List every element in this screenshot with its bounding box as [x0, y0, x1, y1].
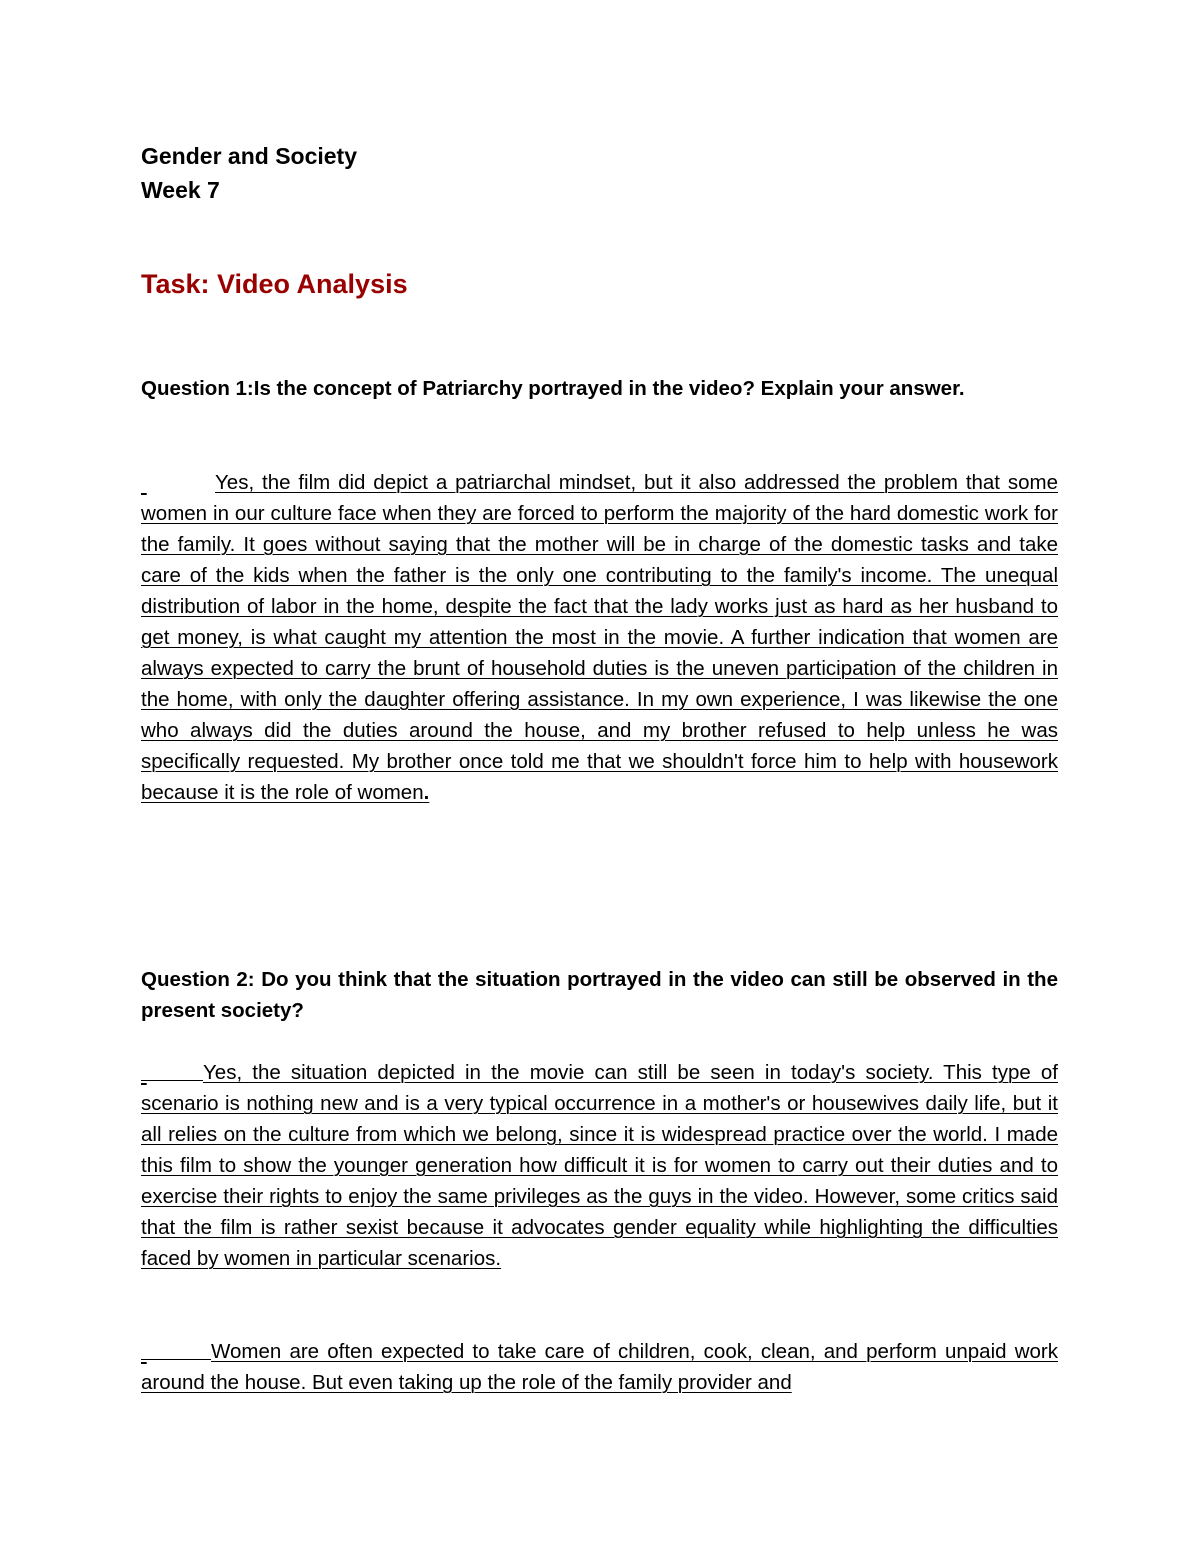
question-1: Question 1:Is the concept of Patriarchy portrayed in the video? Explain your answer.: [141, 377, 965, 400]
paragraph-indent: [141, 468, 215, 490]
answer-1-text: Yes, the film did depict a patriarchal mindset, but it also addressed the problem that some women in our culture face when they are forced to perform the majority of the hard domestic work for the family. It goes without saying that the mother will be in charge of the domestic tasks and take care of the kids when the father is the only one contributing to the family's income. The unequal distribution of labor in the home, despite the fact that the lady works just as hard as her husband to get money, is what caught my attention the most in the movie. A further indication that women are always expected to carry the brunt of household duties is the uneven participation of the children in the home, with only the daughter offering assistance. In my own experience, I was likewise the one who always did the duties around the house, and my brother refused to help unless he was specifically requested. My brother once told me that we shouldn't force him to help with housework because it is the role of women: [141, 471, 1058, 804]
paragraph-indent: [141, 1058, 203, 1081]
week-label: Week 7: [141, 177, 220, 203]
answer-2-text-2: Women are often expected to take care of children, cook, clean, and perform unpaid work around the house. But even taking up the role of the family provider and: [141, 1340, 1058, 1394]
course-title: Gender and Society: [141, 143, 358, 169]
task-title: Task: Video Analysis: [141, 269, 408, 299]
answer-1-end-mark: .: [423, 781, 430, 804]
paragraph-indent: [141, 1337, 211, 1360]
answer-2-paragraph-1: [141, 1057, 1058, 1274]
answer-2-paragraph-2: [141, 1336, 1058, 1398]
answer-2-text-1: Yes, the situation depicted in the movie can still be seen in today's society. This type of scenario is nothing new and is a very typical occurrence in a mother's or housewives daily life, but it all relies on the culture from which we belong, since it is widespread practice over the world. I made this film to show the younger generation how difficult it is for women to carry out their duties and to exercise their rights to enjoy the same privileges as the guys in the video. However, some critics said that the film is rather sexist because it advocates gender equality while highlighting the difficulties faced by women in particular scenarios.: [141, 1061, 1058, 1270]
answer-1-paragraph: [141, 467, 1058, 808]
question-2: Question 2: Do you think that the situation portrayed in the video can still be observed in the present society?: [141, 968, 1058, 1022]
